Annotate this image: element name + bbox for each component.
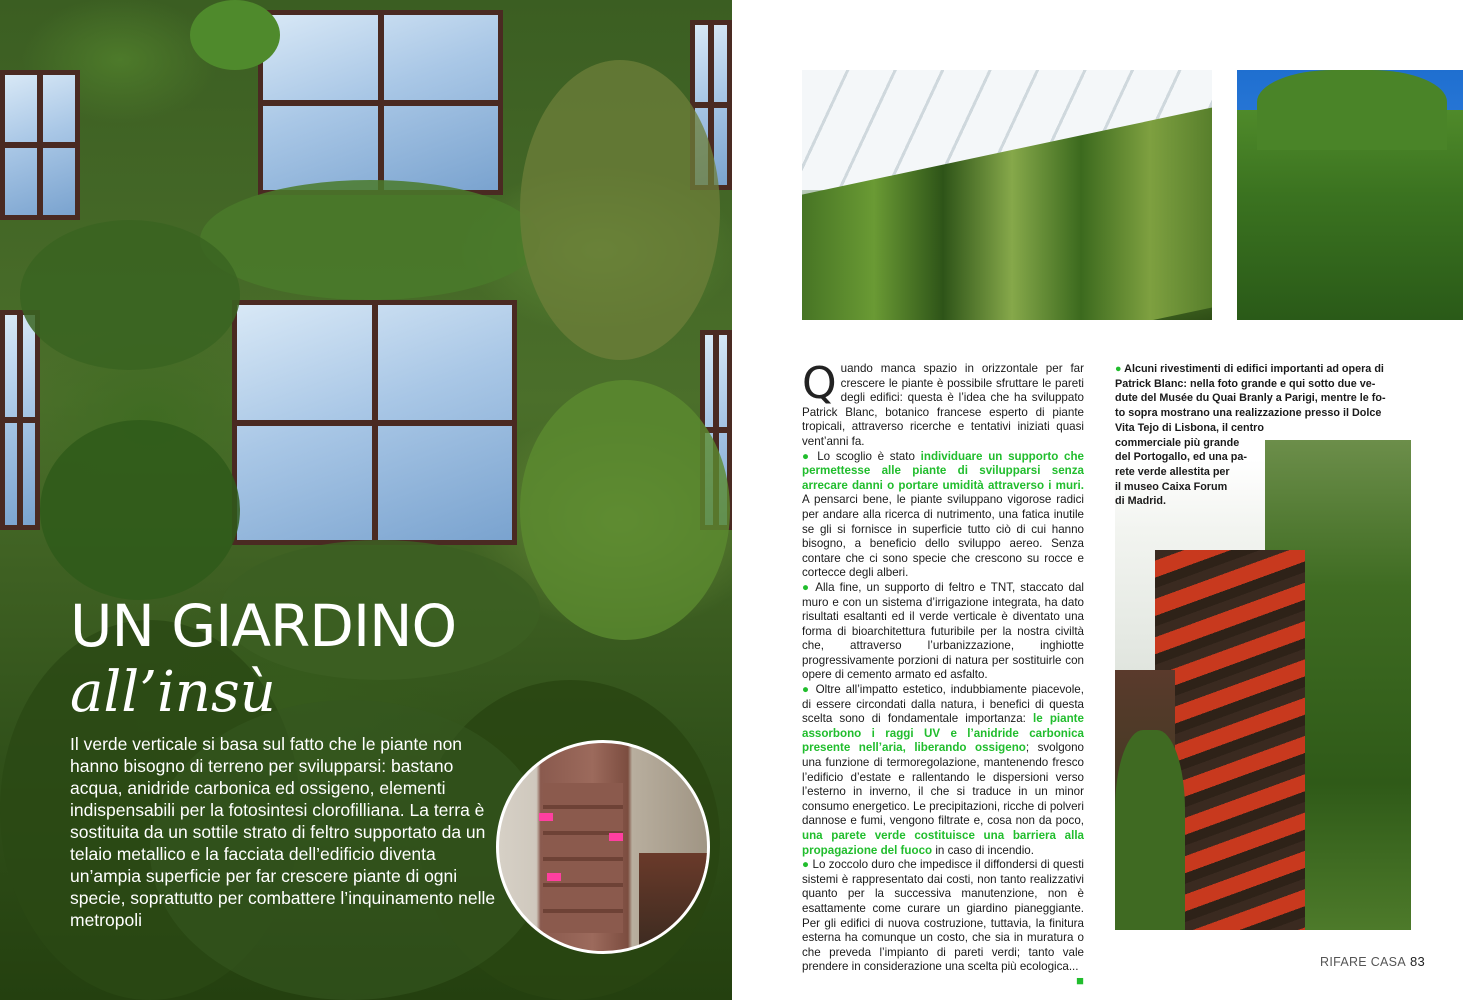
page-footer [1320,954,1425,969]
inset-photo-circle [496,740,710,954]
caption-line: dute del Musée du Quai Branly a Parigi, mentre le fo- [1115,392,1386,405]
article-title: UN GIARDINO [70,592,457,660]
end-mark-icon: ■ [1076,972,1084,988]
pink-clip [539,813,553,821]
caption-line [1115,362,1405,377]
facade-window [258,10,503,195]
foliage [40,420,240,600]
photo-caption [1115,362,1405,509]
bullet-icon: ● [802,683,811,697]
paragraph-5: Lo zoccolo duro che impedisce il diffondersi di questi sistemi è rappresentato dai costi, non tanto realizzativi quanto per la successiva manutenzione, non è esattamente come curare un giardino pianeggiante. Per gli edifici di nuova costruzione, tuttavia, la finitura esterna ha comunque un costo, che sia in muratura o che preveda l’impianto di pareti verdi; tanto vale prendere in considerazione una scelta più ecologica... [802,858,1084,974]
bullet-icon: ● [802,449,812,463]
foliage [200,180,540,300]
intro-paragraph: Il verde verticale si basa sul fatto che le piante non hanno bisogno di terreno per svilupparsi: bastano acqua, anidride carbonica ed ossigeno, elementi indispensabili per la fotosintesi clorofilliana. La terra è sostituita da un sottile strato di feltro supportato da un telaio metallico e la facciata dell’edificio diventa un’ampia superficie per far crescere piante di ogni specie, soprattutto per combattere l’inquinamento nelle metropoli [70,734,496,930]
caption-text: Alcuni rivestimenti di edifici importanti ad opera di [1124,363,1384,375]
facade-window [0,310,40,530]
foliage [520,380,730,640]
facade-window [0,70,80,220]
photo-madrid-green-wall [1237,70,1463,320]
caption-line: di Madrid. [1115,495,1166,508]
paragraph-2-pre: Lo scoglio è stato [817,449,921,463]
pink-clip [547,873,561,881]
caption-line: Patrick Blanc: nella foto grande e qui sotto due ve- [1115,377,1376,390]
caption-line: il museo Caixa Forum [1115,480,1228,493]
photo-lisbon-green-wall [802,70,1212,320]
felt-pocket [543,783,623,933]
bullet-icon: ● [802,580,811,594]
caption-line: Vita Tejo di Lisbona, il centro [1115,421,1264,434]
green-tower-top [1257,70,1447,150]
paragraph-2-highlight: individuare un supporto che permettesse alle piante di svilupparsi senza arrecare danni o portare umidità attraverso i muri. [802,449,1084,492]
pink-clip [609,833,623,841]
facade-window [232,300,517,545]
article-body [802,358,1084,988]
caption-line: del Portogallo, ed una pa- [1115,451,1247,464]
drop-cap: Q [802,358,837,409]
paragraph-4-post: in caso di incendio. [932,843,1034,857]
paragraph-3: Alla fine, un supporto di feltro e TNT, staccato dal muro e con un sistema d’irrigazione integrata, ha dato risultati esaltanti ed il verde verticale è diventato una forma di bioarchitettura futuribile per la nostra civiltà che, attraverso l’urbanizzazione, inghiotte progressivamente porzioni di natura per sostituirle con opere di cemento armato ed asfalto. [802,580,1084,682]
paragraph-4-pre: Oltre all’impatto estetico, indubbiamente piacevole, di essere circondati dalla natura, i benefici di questa scelta sono di fondamentale importanza: [802,683,1084,726]
foliage [520,60,720,360]
caption-line: rete verde allestita per [1115,465,1230,478]
bullet-icon: ● [1115,363,1122,375]
foliage [20,220,240,370]
bullet-icon: ● [802,858,810,872]
trees [1115,730,1185,930]
paragraph-4-highlight-1: le piante assorbono i raggi UV e l’anidride carbonica presente nell’aria, liberando ossigeno [802,712,1084,755]
paragraph-4-mid: ; svolgono una funzione di termoregolazione, mantenendo fresco l’edificio d’estate e rallentando le dispersioni verso l’esterno in inverno, il che si traduce in un minor consumo energetico. Le precipitazioni, ricche di polveri dannose e fumi, vengono filtrate e, cosa non da poco, [802,741,1084,828]
magazine-name: RIFARE CASA [1320,955,1406,969]
paragraph-1: uando manca spazio in orizzontale per far crescere le piante è possibile sfruttare le pareti degli edifici: questa è l’idea che ha sviluppato Patrick Blanc, botanico francese esperto di piante tropicali, attraverso ricerche e tentativi iniziati quasi vent’anni fa. [802,362,1084,448]
doorway [639,853,709,953]
paragraph-2-post: A pensarci bene, le piante sviluppano vigorose radici per andare alla ricerca di nutrimento, una fatica inutile se gli si fornisce in superficie tutto ciò di cui hanno bisogno, a beneficio dello sviluppo aereo. Senza contare che ci sono specie che crescono su rocce e cortecce degli alberi. [802,493,1084,580]
paragraph-4-highlight-2: una parete verde costituisce una barriera alla propagazione del fuoco [802,829,1084,857]
article-subtitle: all’insù [70,660,276,725]
caption-line: to sopra mostrano una realizzazione presso il Dolce [1115,407,1382,420]
page-number: 83 [1409,954,1426,969]
foliage [190,0,280,70]
caption-line: commerciale più grande [1115,436,1240,449]
